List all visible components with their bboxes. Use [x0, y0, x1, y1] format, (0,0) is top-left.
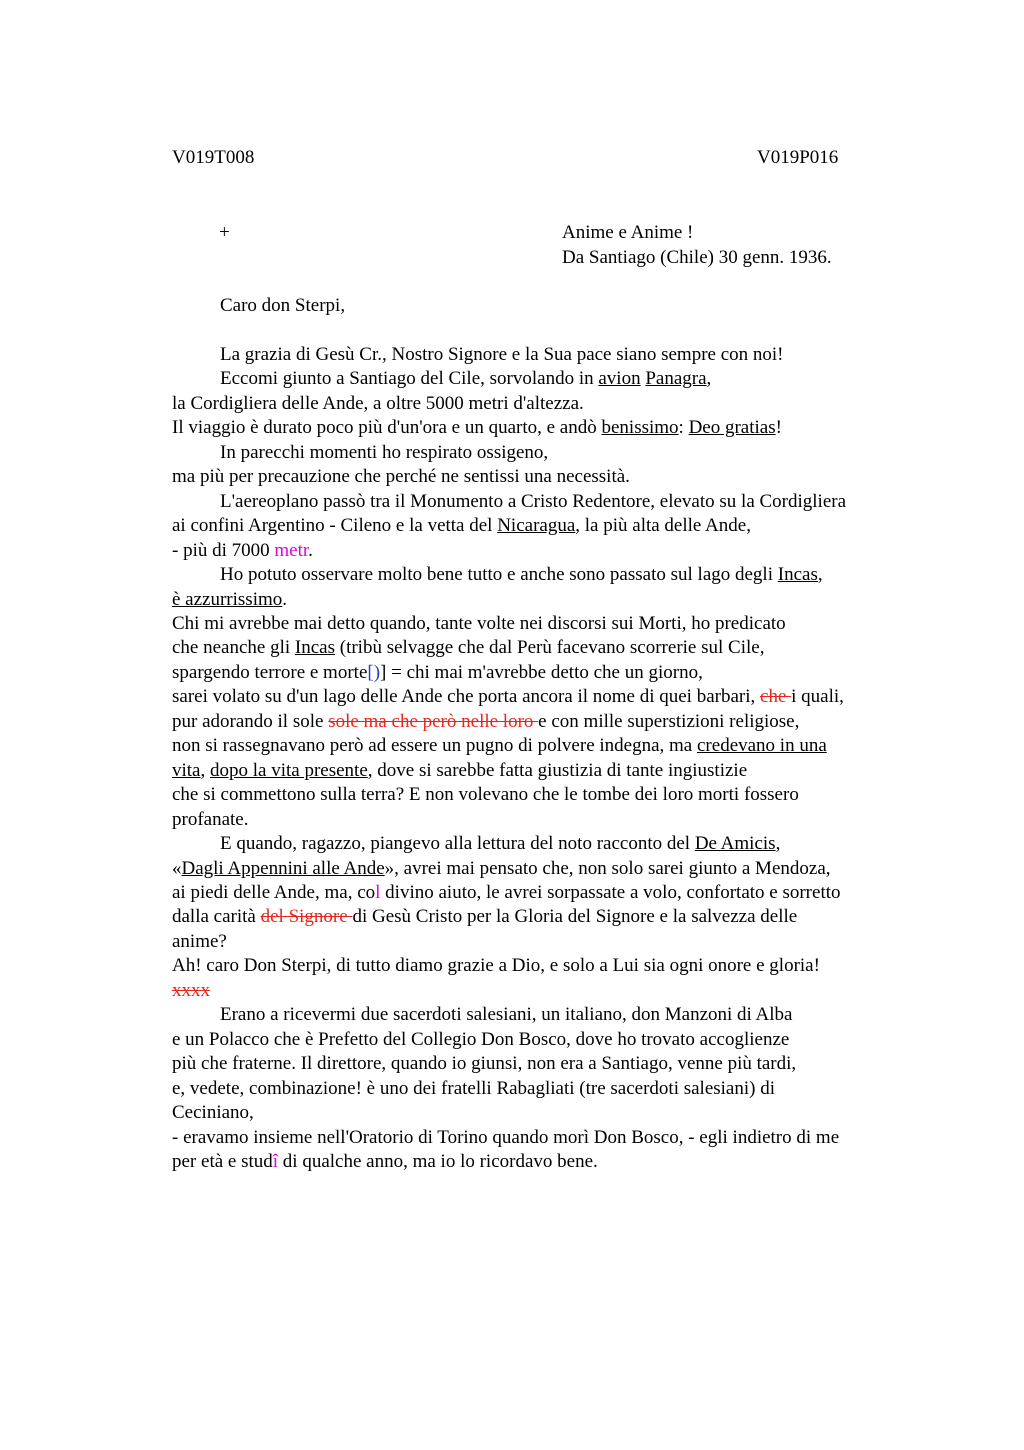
text-line: In parecchi momenti ho respirato ossigeno, [220, 441, 549, 463]
document-code-left: V019T008 [172, 147, 255, 168]
text-line: La grazia di Gesù Cr., Nostro Signore e la Sua pace siano sempre con noi! [220, 344, 784, 365]
underlined-text: vita [172, 759, 201, 781]
text-line: più che fraterne. Il direttore, quando io giunsi, non era a Santiago, venne più tardi, [172, 1053, 797, 1075]
text-line: E quando, ragazzo, piangevo alla lettura del noto racconto del De Amicis, [220, 833, 781, 855]
underlined-text: Panagra [645, 368, 707, 390]
text-line: spargendo terrore e morte[)] = chi mai m'avrebbe detto che un giorno, [172, 661, 703, 683]
text-line: per età e studî di qualche anno, ma io lo ricordavo bene. [172, 1150, 598, 1172]
salutation: Caro don Sterpi, [220, 295, 346, 316]
letter-body [172, 343, 912, 1174]
underlined-text: Incas [294, 637, 335, 659]
letter-title: Anime e Anime ! [562, 222, 694, 243]
underlined-text: De Amicis [694, 833, 776, 855]
text-line: dalla carità del Signore di Gesù Cristo per la Gloria del Signore e la salvezza delle [172, 906, 798, 928]
text-line: Ceciniano, [172, 1102, 254, 1124]
text-line: Erano a ricevermi due sacerdoti salesiani, un italiano, don Manzoni di Alba [220, 1004, 793, 1026]
text-line: ai confini Argentino - Cileno e la vetta del Nicaragua, la più alta delle Ande, [172, 515, 751, 537]
text-line: la Cordigliera delle Ande, a oltre 5000 metri d'altezza. [172, 392, 584, 414]
magenta-correction: metr [274, 539, 309, 561]
text-line: Il viaggio è durato poco più d'un'ora e un quarto, e andò benissimo: Deo gratias! [172, 417, 782, 439]
blue-bracket: [) [367, 661, 381, 683]
text-line: sarei volato su d'un lago delle Ande che porta ancora il nome di quei barbari, che i quali, [172, 686, 844, 708]
underlined-text: Dagli Appennini alle Ande [181, 857, 385, 879]
underlined-text: Nicaragua [497, 515, 576, 537]
text-line: e, vedete, combinazione! è uno dei fratelli Rabagliati (tre sacerdoti salesiani) di [172, 1077, 775, 1099]
struck-text: che [760, 686, 792, 708]
text-line: vita, dopo la vita presente, dove si sarebbe fatta giustizia di tante ingiustizie [172, 759, 748, 781]
text-line: Ah! caro Don Sterpi, di tutto diamo grazie a Dio, e solo a Lui sia ogni onore e gloria! [172, 955, 820, 977]
place-date: Da Santiago (Chile) 30 genn. 1936. [562, 246, 832, 268]
text-line: non si rassegnavano però ad essere un pugno di polvere indegna, ma credevano in una [172, 735, 827, 757]
magenta-correction: l [375, 881, 381, 903]
text-line: - eravamo insieme nell'Oratorio di Torino quando morì Don Bosco, - egli indietro di me [172, 1126, 840, 1148]
text-line: è azzurrissimo. [172, 588, 288, 610]
underlined-text: dopo la vita presente [210, 759, 368, 781]
struck-text: del Signore [260, 906, 353, 928]
text-line: che si commettono sulla terra? E non volevano che le tombe dei loro morti fossero [172, 784, 799, 806]
cross-mark: + [219, 222, 230, 243]
text-line: ma più per precauzione che perché ne sentissi una necessità. [172, 466, 630, 488]
document-code-right: V019P016 [757, 147, 839, 168]
text-line: ai piedi delle Ande, ma, col divino aiuto, le avrei sorpassate a volo, confortato e sorretto [172, 881, 841, 903]
text-line: profanate. [172, 808, 249, 830]
text-line: anime? [172, 930, 227, 952]
text-line: Ho potuto osservare molto bene tutto e anche sono passato sul lago degli Incas, [220, 564, 823, 586]
text-line: pur adorando il sole sole ma che però nelle loro e con mille superstizioni religiose, [172, 710, 800, 732]
underlined-text: benissimo [601, 417, 679, 439]
text-line: - più di 7000 metr. [172, 539, 313, 561]
text-line: che neanche gli Incas (tribù selvagge che dal Perù facevano scorrerie sul Cile, [172, 637, 765, 659]
underlined-text: avion [598, 368, 641, 390]
heading-block [562, 221, 832, 270]
text-line: Eccomi giunto a Santiago del Cile, sorvolando in avion Panagra, [220, 368, 712, 390]
underlined-text: è azzurrissimo [172, 588, 283, 610]
underlined-text: Incas [777, 564, 818, 586]
underlined-text: credevano in una [697, 735, 827, 757]
magenta-correction: î [272, 1150, 279, 1172]
text-line: e un Polacco che è Prefetto del Collegio Don Bosco, dove ho trovato accoglienze [172, 1028, 790, 1050]
text-line: L'aereoplano passò tra il Monumento a Cristo Redentore, elevato su la Cordigliera [220, 490, 847, 512]
struck-text: sole ma che però nelle loro [328, 710, 539, 732]
text-line [172, 979, 912, 1003]
underlined-text: Deo gratias [688, 417, 776, 439]
text-line: «Dagli Appennini alle Ande», avrei mai pensato che, non solo sarei giunto a Mendoza, [172, 857, 831, 879]
text-line: Chi mi avrebbe mai detto quando, tante volte nei discorsi sui Morti, ho predicato [172, 612, 786, 634]
struck-text: xxxx [172, 979, 210, 1001]
